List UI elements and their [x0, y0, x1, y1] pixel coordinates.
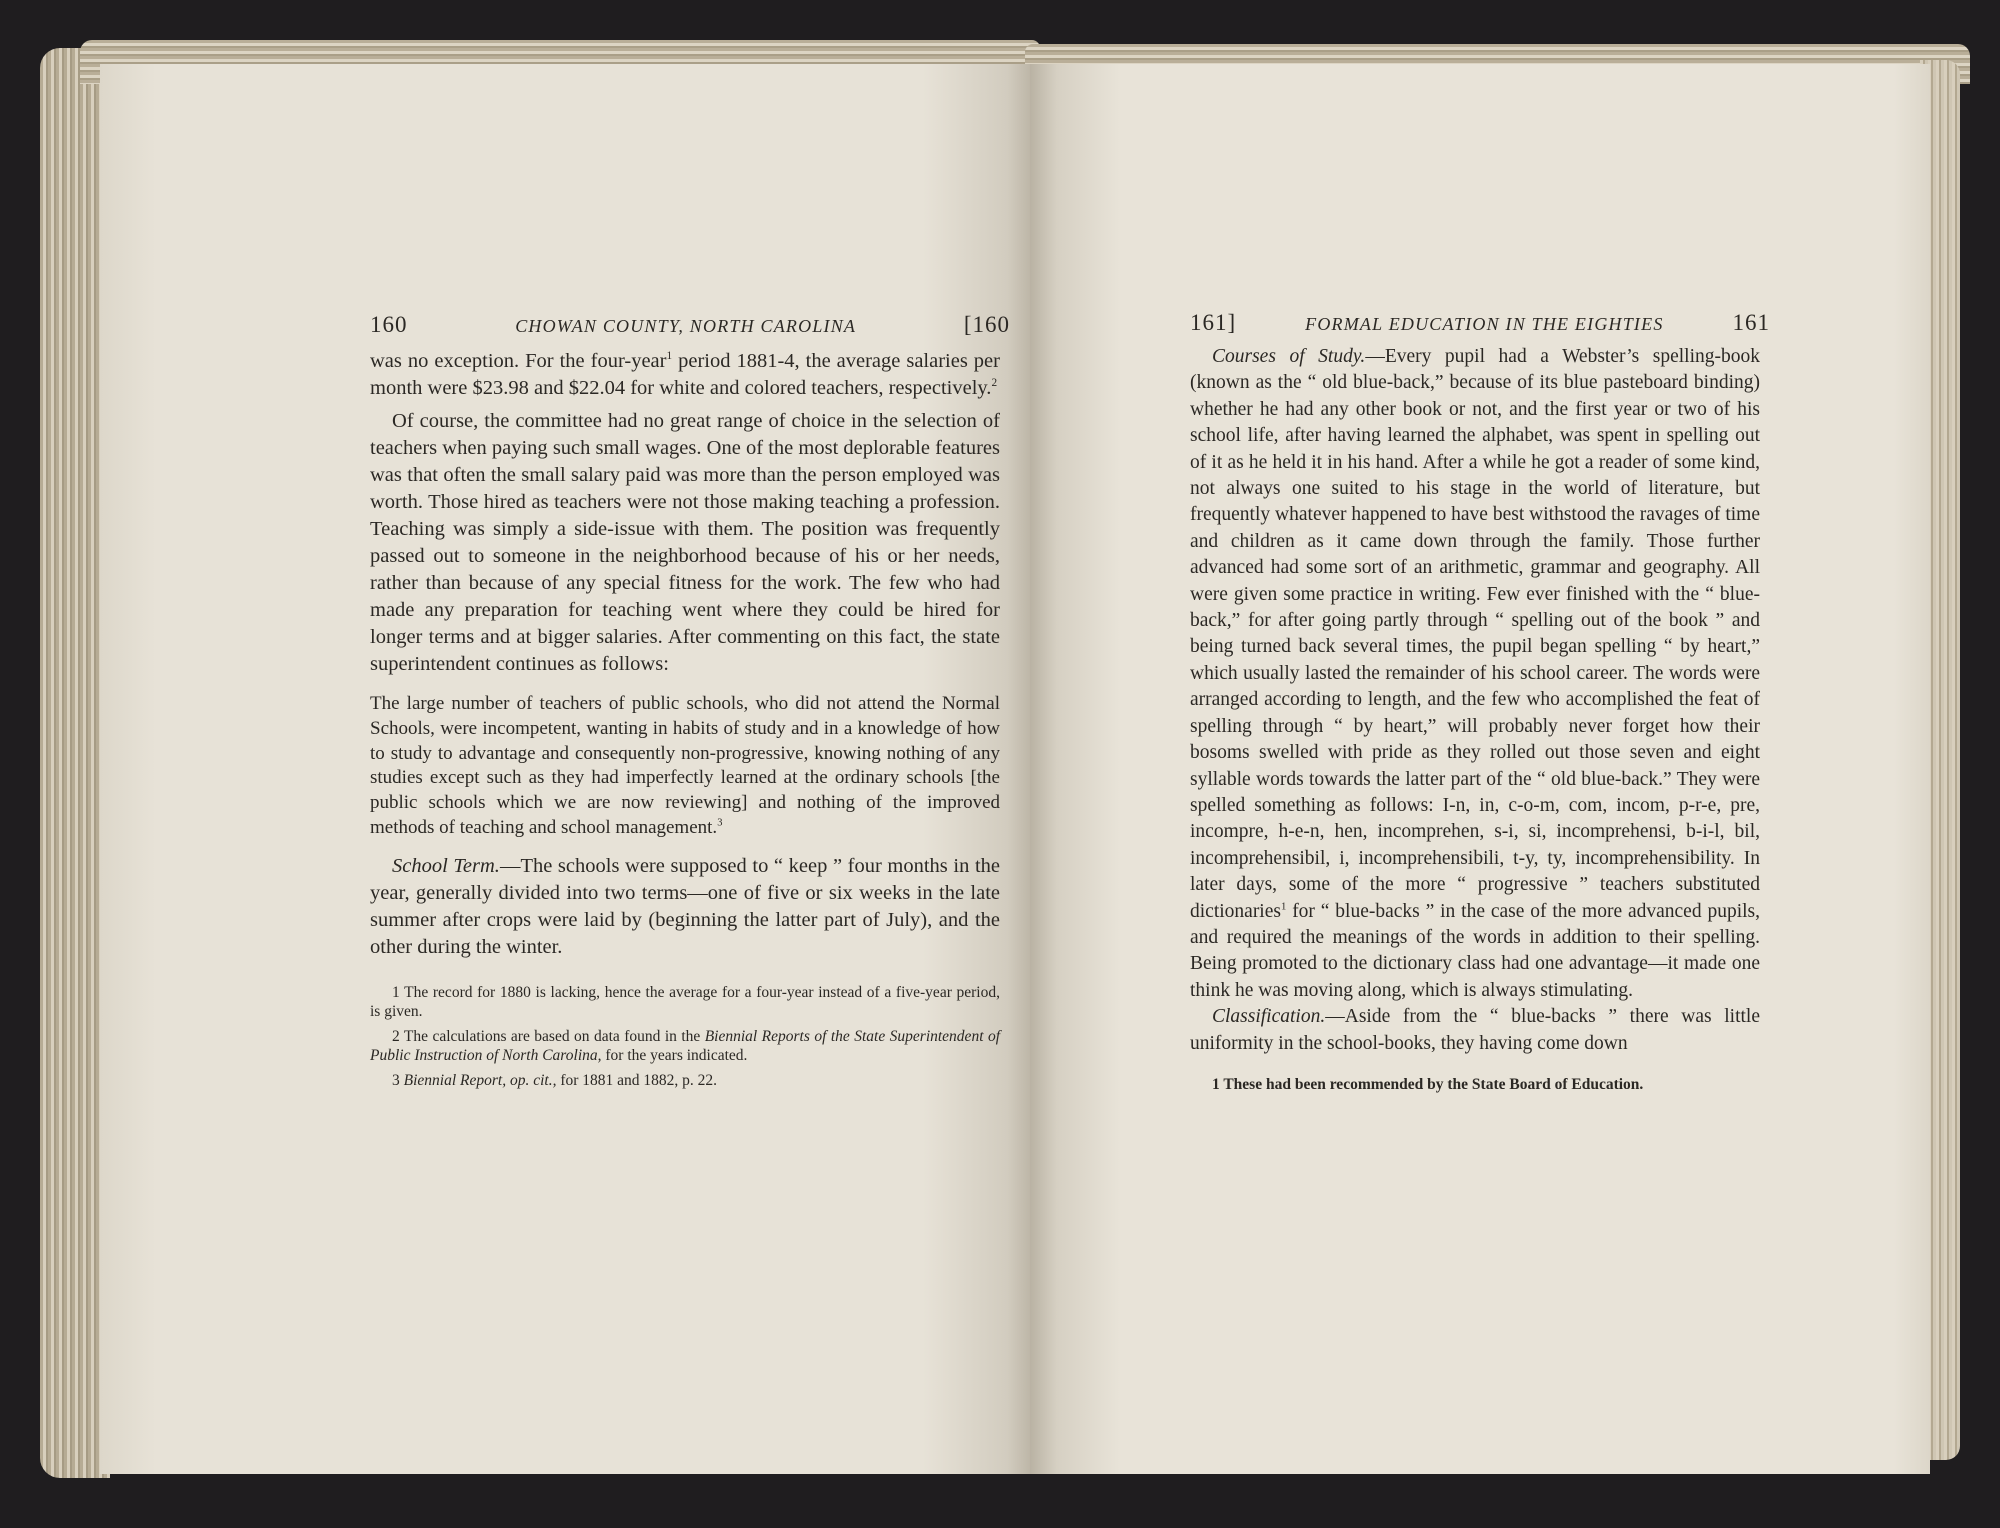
- school-term-paragraph: School Term.—The schools were supposed to “ keep ” four months in the year, generally divided into two terms—one of five or six weeks in the late summer after crops were laid by (beginning the latter part of July), and the other during the winter.: [370, 854, 1000, 958]
- classification-paragraph: Classification.—Aside from the “ blue-backs ” there was little uniformity in the school-books, they having come down: [1190, 1006, 1760, 1054]
- left-running-title: CHOWAN COUNTY, NORTH CAROLINA: [515, 316, 857, 336]
- left-bracket-number: [160: [963, 312, 1010, 337]
- left-page: [100, 64, 1035, 1474]
- right-body-text: [1190, 344, 1760, 1100]
- left-footnote-1: 1 The record for 1880 is lacking, hence the average for a four-year instead of a five-year period, is given.: [370, 983, 1000, 1020]
- right-footnotes: [1190, 1075, 1760, 1094]
- right-running-head: [1190, 310, 1770, 336]
- right-bracket-number: 161]: [1190, 310, 1237, 335]
- courses-of-study-paragraph: Courses of Study.—Every pupil had a Webster’s spelling-book (known as the “ old blue-back,” because of its blue pasteboard binding) whether he had any other book or not, and the first year or two of his school life, after having learned the alphabet, was spent in spelling out of it as he held it in his hand. After a while he got a reader of some kind, not always one suited to his stage in the world of literature, but frequently whatever happened to have best withstood the ravages of time and children as it came down through the family. Those further advanced had some sort of an arithmetic, grammar and geography. All were given some practice in writing. Few ever finished with the “ blue-back,” for after going partly through “ spelling out of the book ” and being turned back several times, the pupil began spelling “ by heart,” which usually lasted the remainder of his school career. The words were arranged according to length, and the few who accomplished the feat of spelling through “ by heart,” will probably never forget how their bosoms swelled with pride as they rolled out those seven and eight syllable words towards the latter part of the “ old blue-back.” They were spelled something as follows: I-n, in, c-o-m, com, incom, p-r-e, pre, incompre, h-e-n, hen, incomprehen, s-i, si, incomprehensi, b-i-l, bil, incomprehensibil, i, incomprehensibili, t-y, ty, incomprehensibility. In later days, some of the more “ progressive ” teachers substituted dictionaries$^1$ for “ blue-backs ” in the case of the more advanced pupils, and required the meanings of the words in addition to their spelling. Being promoted to the dictionary class had one advantage—it made one think he was moving along, which is always stimulating.: [1190, 346, 1761, 1001]
- right-page: [1030, 64, 1930, 1474]
- left-footnote-2: 2 The calculations are based on data found in the Biennial Reports of the State Superintendent of Public Instruction of North Carolina, for the years indicated.: [370, 1027, 1000, 1064]
- left-running-head: [370, 312, 1010, 338]
- left-paragraph-1: was no exception. For the four-year$^1$ period 1881-4, the average salaries per month were $23.98 and $22.04 for white and colored teachers, respectively.$^2$: [370, 350, 1000, 399]
- right-page-number: 161: [1732, 310, 1770, 335]
- left-page-number: 160: [370, 312, 408, 337]
- block-quote: The large number of teachers of public schools, who did not attend the Normal Schools, were incompetent, wanting in habits of study and in a knowledge of how to study to advantage and consequently non-progressive, knowing nothing of any studies except such as they had imperfectly learned at the ordinary schools [the public schools which we are now reviewing] and nothing of the improved methods of teaching and school management.$^3$: [370, 693, 1000, 838]
- left-footnotes: [370, 983, 1000, 1090]
- left-paragraph-2: Of course, the committee had no great range of choice in the selection of teachers when paying such small wages. One of the most deplorable features was that often the small salary paid was more than the person employed was worth. Those hired as teachers were not those making teaching a profession. Teaching was simply a side-issue with them. The position was frequently passed out to someone in the neighborhood because of his or her needs, rather than because of any special fitness for the work. The few who had made any preparation for teaching went where they could be hired for longer terms and at bigger salaries. After commenting on this fact, the state superintendent continues as follows:: [370, 410, 1000, 675]
- right-footnote-1: 1 These had been recommended by the State Board of Education.: [1212, 1075, 1644, 1093]
- right-running-title: FORMAL EDUCATION IN THE EIGHTIES: [1305, 314, 1664, 334]
- open-book: [40, 40, 1960, 1490]
- left-body-text: [370, 348, 1000, 1096]
- left-footnote-3: 3 Biennial Report, op. cit., for 1881 and 1882, p. 22.: [392, 1071, 718, 1089]
